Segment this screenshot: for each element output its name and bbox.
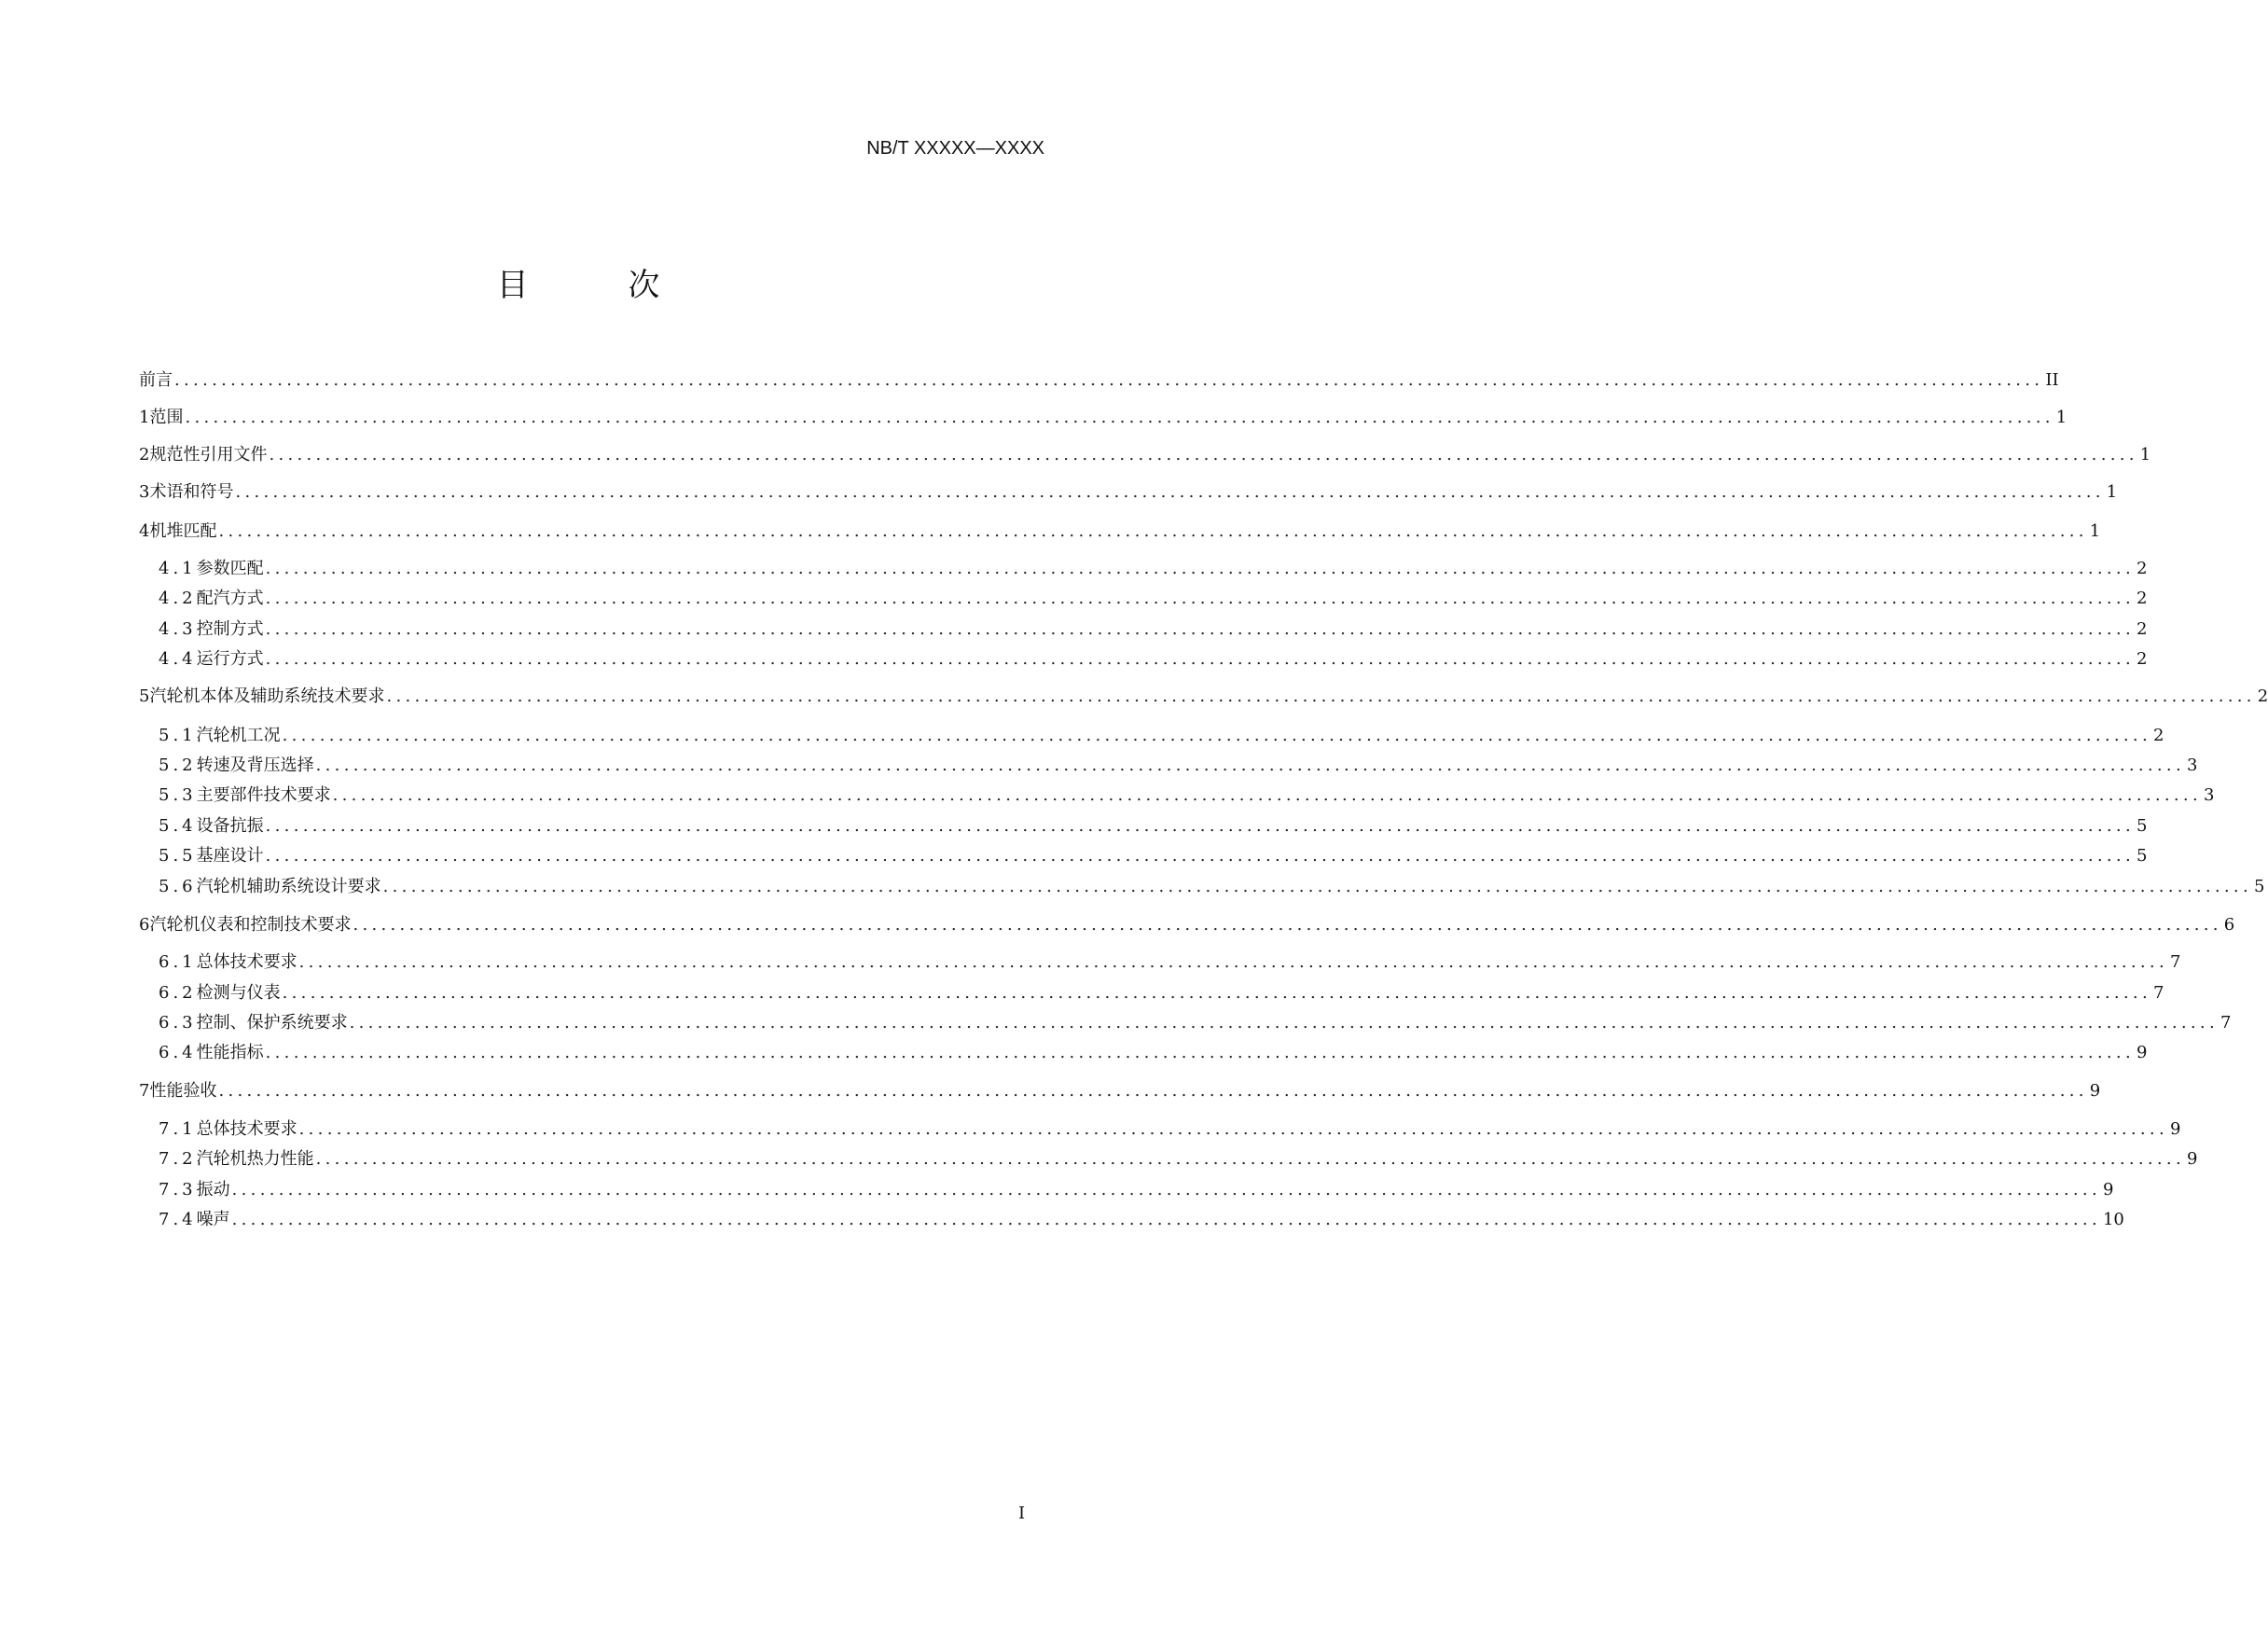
toc-entry-number: 7.3 xyxy=(159,1180,197,1199)
toc-entry-page: 1 xyxy=(2106,482,2118,502)
dot-leader: ........................................................................................................................................................................................................ xyxy=(265,816,2135,836)
dot-leader: ........................................................................................................................................................................................................ xyxy=(265,589,2135,608)
toc-entry[interactable] xyxy=(159,1042,2148,1064)
toc-entry-page: 6 xyxy=(2223,915,2235,935)
toc-entry-number: 3 xyxy=(139,482,150,502)
toc-entry-page: 10 xyxy=(2102,1210,2124,1229)
dot-leader: ........................................................................................................................................................................................................ xyxy=(265,1043,2135,1062)
toc-entry-title: 总体技术要求 xyxy=(196,952,297,972)
toc-entry[interactable] xyxy=(159,1148,2198,1171)
toc-entry-title: 运行方式 xyxy=(196,649,264,669)
toc-entry[interactable] xyxy=(159,784,2215,807)
toc-entry-title: 噪声 xyxy=(196,1210,230,1229)
page-number: I xyxy=(1018,1504,1026,1523)
dot-leader: ........................................................................................................................................................................................................ xyxy=(269,445,2138,464)
toc-entry-title: 振动 xyxy=(196,1180,230,1199)
toc-entry-number: 4.4 xyxy=(159,649,197,669)
toc-entry-page: 2 xyxy=(2136,619,2148,639)
dot-leader: ........................................................................................................................................................................................................ xyxy=(231,1210,2101,1229)
toc-entry-number: 5.6 xyxy=(159,877,197,896)
toc-entry-title: 汽轮机辅助系统设计要求 xyxy=(196,877,381,896)
toc-entry[interactable] xyxy=(159,1118,2181,1141)
toc-entry-number: 6.3 xyxy=(159,1013,197,1033)
toc-entry[interactable] xyxy=(139,481,2118,504)
dot-leader: ........................................................................................................................................................................................................ xyxy=(174,370,2044,390)
toc-entry-title: 基座设计 xyxy=(196,846,264,866)
toc-entry-title: 设备抗振 xyxy=(196,816,264,836)
toc-entry[interactable] xyxy=(159,1209,2124,1231)
toc-entry-number: 1 xyxy=(139,408,150,427)
toc-entry-page: 9 xyxy=(2186,1149,2198,1169)
dot-leader: ........................................................................................................................................................................................................ xyxy=(315,1149,2185,1169)
toc-entry-page: 3 xyxy=(2203,785,2215,805)
toc-entry-number: 5.2 xyxy=(159,756,197,775)
standard-code: NB/T XXXXX—XXXX xyxy=(866,138,1044,159)
toc-entry-page: II xyxy=(2045,370,2059,390)
dot-leader: ........................................................................................................................................................................................................ xyxy=(218,1081,2088,1101)
toc-entry-title: 参数匹配 xyxy=(196,559,264,578)
toc-entry-title: 汽轮机热力性能 xyxy=(196,1149,314,1169)
toc-entry-title: 性能验收 xyxy=(149,1081,217,1101)
toc-entry-number: 7.4 xyxy=(159,1210,197,1229)
toc-entry[interactable] xyxy=(159,1179,2114,1201)
toc-entry-title: 控制方式 xyxy=(196,619,264,639)
toc-entry-number: 5.4 xyxy=(159,816,197,836)
toc-entry-page: 9 xyxy=(2089,1081,2101,1101)
toc-entry-page: 9 xyxy=(2102,1180,2114,1199)
toc-entry[interactable] xyxy=(159,558,2148,580)
dot-leader: ........................................................................................................................................................................................................ xyxy=(282,726,2151,745)
toc-entry-number: 5.5 xyxy=(159,846,197,866)
toc-entry[interactable] xyxy=(139,369,2059,392)
dot-leader: ........................................................................................................................................................................................................ xyxy=(382,877,2252,896)
toc-entry[interactable] xyxy=(159,618,2148,641)
toc-entry-number: 7.2 xyxy=(159,1149,197,1169)
dot-leader: ........................................................................................................................................................................................................ xyxy=(231,1180,2101,1199)
toc-entry-number: 4.3 xyxy=(159,619,197,639)
toc-entry-page: 9 xyxy=(2136,1043,2148,1062)
toc-entry-title: 汽轮机仪表和控制技术要求 xyxy=(149,915,352,935)
dot-leader: ........................................................................................................................................................................................................ xyxy=(265,649,2135,669)
dot-leader: ........................................................................................................................................................................................................ xyxy=(265,619,2135,639)
toc-entry-title: 机堆匹配 xyxy=(149,521,217,541)
dot-leader: ........................................................................................................................................................................................................ xyxy=(315,756,2185,775)
toc-entry-title: 汽轮机工况 xyxy=(196,726,281,745)
toc-entry-title: 转速及背压选择 xyxy=(196,756,314,775)
dot-leader: ........................................................................................................................................................................................................ xyxy=(282,983,2151,1003)
toc-entry-title: 配汽方式 xyxy=(196,589,264,608)
toc-entry[interactable] xyxy=(159,755,2198,777)
toc-entry-number: 4.1 xyxy=(159,559,197,578)
toc-entry-page: 9 xyxy=(2169,1119,2181,1139)
toc-entry[interactable] xyxy=(139,444,2151,466)
toc-entry[interactable] xyxy=(139,1080,2101,1102)
toc-entry[interactable] xyxy=(159,1012,2232,1034)
dot-leader: ........................................................................................................................................................................................................ xyxy=(218,521,2088,541)
toc-entry[interactable] xyxy=(159,982,2164,1005)
toc-entry-number: 6.2 xyxy=(159,983,197,1003)
toc-entry-page: 2 xyxy=(2257,686,2268,706)
toc-entry-page: 5 xyxy=(2136,846,2148,866)
toc-entry[interactable] xyxy=(159,876,2265,898)
toc-entry-title: 主要部件技术要求 xyxy=(196,785,331,805)
toc-entry-number: 5 xyxy=(139,686,150,706)
toc-entry-title: 规范性引用文件 xyxy=(149,445,268,464)
page-title: 目 次 xyxy=(496,267,705,304)
dot-leader: ........................................................................................................................................................................................................ xyxy=(349,1013,2219,1033)
toc-entry-number: 4.2 xyxy=(159,589,197,608)
toc-entry-number: 5.3 xyxy=(159,785,197,805)
toc-entry[interactable] xyxy=(159,588,2148,610)
toc-entry-title: 检测与仪表 xyxy=(196,983,281,1003)
toc-entry-number: 6.1 xyxy=(159,952,197,972)
dot-leader: ........................................................................................................................................................................................................ xyxy=(298,952,2168,972)
dot-leader: ........................................................................................................................................................................................................ xyxy=(185,408,2054,427)
toc-entry-page: 5 xyxy=(2253,877,2265,896)
toc-entry-page: 7 xyxy=(2220,1013,2232,1033)
toc-entry-title: 性能指标 xyxy=(196,1043,264,1062)
toc-entry[interactable] xyxy=(159,648,2148,671)
toc-entry-number: 4 xyxy=(139,521,150,541)
toc-entry-page: 5 xyxy=(2136,816,2148,836)
toc-entry[interactable] xyxy=(139,407,2067,429)
toc-entry[interactable] xyxy=(159,725,2164,747)
toc-entry[interactable] xyxy=(159,815,2148,838)
toc-entry-number: 2 xyxy=(139,445,150,464)
toc-entry-number: 5.1 xyxy=(159,726,197,745)
toc-entry-number: 6 xyxy=(139,915,150,935)
toc-entry-title: 汽轮机本体及辅助系统技术要求 xyxy=(149,686,385,706)
dot-leader: ........................................................................................................................................................................................................ xyxy=(298,1119,2168,1139)
toc-entry[interactable] xyxy=(159,951,2181,974)
dot-leader: ........................................................................................................................................................................................................ xyxy=(332,785,2202,805)
toc-entry-page: 2 xyxy=(2152,726,2164,745)
toc-entry-page: 3 xyxy=(2186,756,2198,775)
toc-entry-number: 6.4 xyxy=(159,1043,197,1062)
toc-entry-title: 总体技术要求 xyxy=(196,1119,297,1139)
toc-entry-number: 7.1 xyxy=(159,1119,197,1139)
toc-entry[interactable] xyxy=(159,845,2148,867)
toc-entry-page: 7 xyxy=(2169,952,2181,972)
dot-leader: ........................................................................................................................................................................................................ xyxy=(265,846,2135,866)
toc-entry-number: 7 xyxy=(139,1081,150,1101)
toc-entry-title: 前言 xyxy=(139,370,173,390)
toc-entry-page: 2 xyxy=(2136,559,2148,578)
toc-entry-page: 1 xyxy=(2055,408,2067,427)
dot-leader: ........................................................................................................................................................................................................ xyxy=(353,915,2222,935)
toc-entry-page: 2 xyxy=(2136,649,2148,669)
dot-leader: ........................................................................................................................................................................................................ xyxy=(235,482,2105,502)
toc-entry-page: 1 xyxy=(2139,445,2151,464)
toc-entry[interactable] xyxy=(139,520,2101,543)
toc-entry-title: 控制、保护系统要求 xyxy=(196,1013,348,1033)
toc-entry-title: 术语和符号 xyxy=(149,482,234,502)
toc-entry-title: 范围 xyxy=(149,408,184,427)
toc-entry-page: 2 xyxy=(2136,589,2148,608)
dot-leader: ........................................................................................................................................................................................................ xyxy=(265,559,2135,578)
toc-entry[interactable] xyxy=(139,686,2268,708)
dot-leader: ........................................................................................................................................................................................................ xyxy=(386,686,2256,706)
toc-entry-page: 7 xyxy=(2152,983,2164,1003)
toc-entry[interactable] xyxy=(139,914,2235,936)
toc-entry-page: 1 xyxy=(2089,521,2101,541)
